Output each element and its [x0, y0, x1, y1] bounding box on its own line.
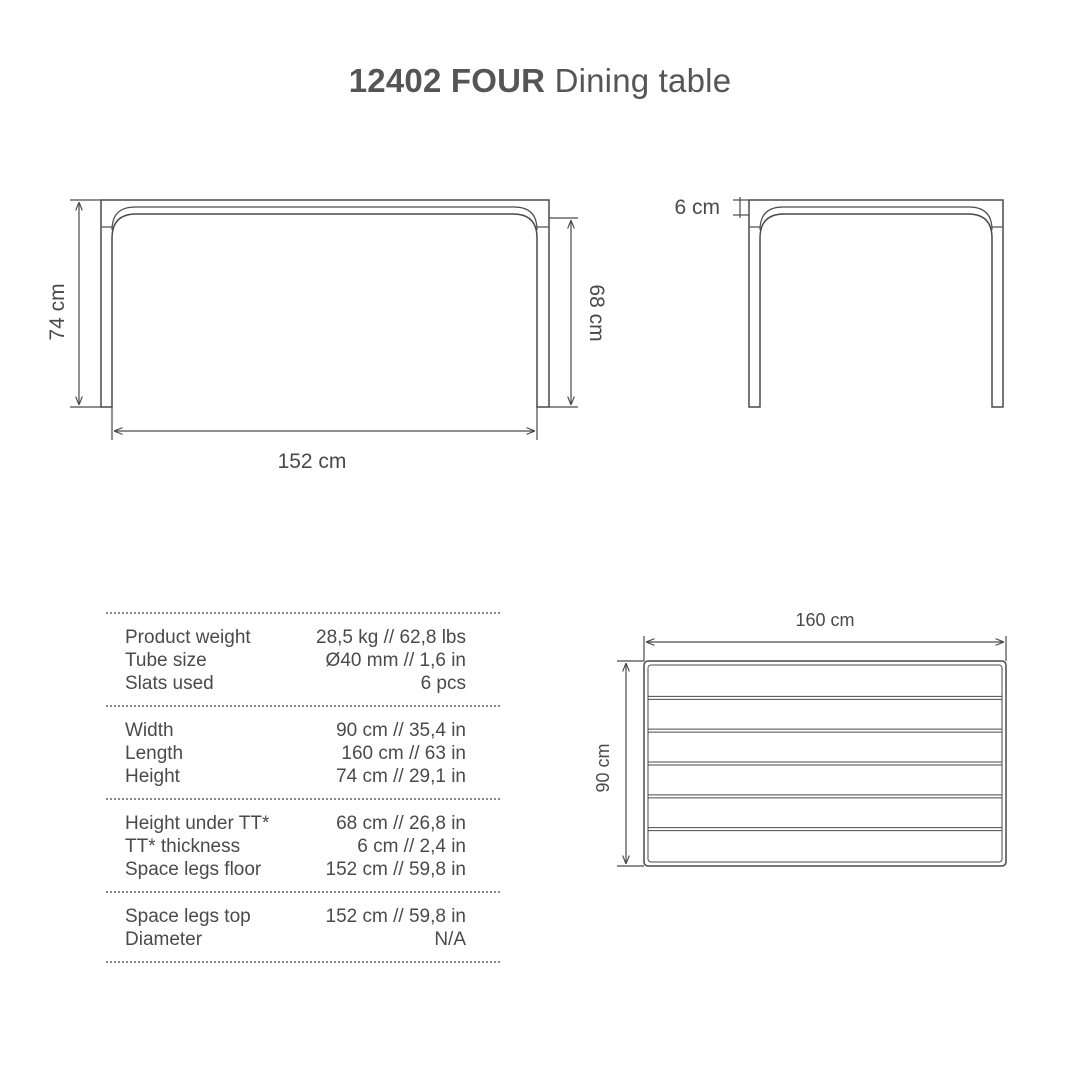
spec-label: Diameter: [125, 929, 203, 950]
spec-row: [106, 928, 500, 951]
product-type: Dining table: [554, 62, 732, 99]
front-span-dimension: [112, 407, 537, 440]
spec-label: Width: [125, 720, 174, 741]
front-tube-inner: [112, 207, 537, 230]
front-outline: [101, 200, 549, 407]
spec-value: 6 pcs: [420, 673, 466, 694]
top-slats: [648, 696, 1002, 830]
spec-label: Product weight: [125, 627, 251, 648]
spec-row: [106, 858, 500, 881]
product-code: 12402: [348, 62, 442, 99]
product-name: FOUR: [450, 62, 546, 99]
side-thickness-label: 6 cm: [674, 196, 720, 219]
spec-row: [106, 672, 500, 695]
spec-value: 160 cm // 63 in: [341, 743, 466, 764]
spec-value: N/A: [434, 929, 466, 950]
spec-group: [106, 798, 500, 891]
spec-value: 90 cm // 35,4 in: [336, 720, 466, 741]
spec-value: 74 cm // 29,1 in: [336, 766, 466, 787]
spec-value: 152 cm // 59,8 in: [325, 859, 466, 880]
front-height-label: 74 cm: [46, 283, 69, 341]
spec-row: [106, 835, 500, 858]
spec-label: Length: [125, 743, 184, 764]
side-outline: [749, 200, 1003, 407]
spec-label: Tube size: [125, 650, 207, 671]
side-thickness-dimension: [733, 197, 749, 218]
side-view: [749, 200, 1003, 407]
front-under-height-dimension: [549, 218, 578, 407]
spec-label: Space legs top: [125, 906, 251, 927]
top-width-dimension: [617, 661, 644, 866]
spec-table: [106, 612, 500, 963]
spec-row: [106, 742, 500, 765]
top-view: [644, 661, 1006, 866]
front-span-label: 152 cm: [277, 450, 347, 473]
top-outline: [644, 661, 1006, 866]
spec-row: [106, 812, 500, 835]
spec-group: [106, 891, 500, 963]
spec-label: Height under TT*: [125, 813, 270, 834]
spec-label: Slats used: [125, 673, 214, 694]
spec-value: 68 cm // 26,8 in: [336, 813, 466, 834]
spec-group: [106, 705, 500, 798]
spec-row: [106, 765, 500, 788]
top-width-label: 90 cm: [593, 743, 613, 793]
front-under-height-label: 68 cm: [585, 284, 608, 342]
spec-label: TT* thickness: [125, 836, 241, 857]
spec-group: [106, 612, 500, 705]
spec-value: 6 cm // 2,4 in: [357, 836, 466, 857]
spec-row: [106, 905, 500, 928]
spec-label: Space legs floor: [125, 859, 262, 880]
top-length-dimension: [644, 636, 1006, 661]
top-length-label: 160 cm: [795, 610, 855, 630]
spec-row: [106, 626, 500, 649]
spec-value: Ø40 mm // 1,6 in: [325, 650, 466, 671]
spec-value: 28,5 kg // 62,8 lbs: [316, 627, 466, 648]
spec-label: Height: [125, 766, 180, 787]
side-tube-inner: [760, 207, 992, 230]
spec-row: [106, 649, 500, 672]
front-view: [101, 200, 549, 407]
spec-value: 152 cm // 59,8 in: [325, 906, 466, 927]
front-height-dimension: [70, 200, 101, 407]
spec-row: [106, 719, 500, 742]
